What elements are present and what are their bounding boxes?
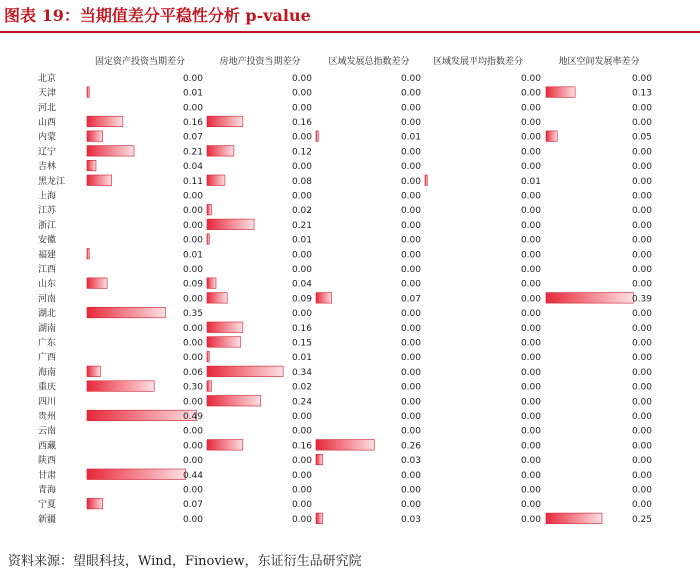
data-label: 0.00 xyxy=(520,323,541,334)
data-label: 0.24 xyxy=(291,397,312,408)
category-label: 湖南 xyxy=(38,323,57,334)
bar xyxy=(87,498,103,509)
data-label: 0.00 xyxy=(291,426,312,437)
data-label: 0.00 xyxy=(400,500,421,511)
data-label: 0.00 xyxy=(291,88,312,99)
data-label: 0.00 xyxy=(631,235,652,246)
category-label: 浙江 xyxy=(38,220,57,231)
category-label: 上海 xyxy=(38,191,57,202)
bar xyxy=(87,307,165,318)
bar xyxy=(207,234,209,245)
bar xyxy=(207,175,225,186)
data-label: 0.00 xyxy=(291,191,312,202)
data-label: 0.03 xyxy=(400,514,421,525)
data-label: 0.00 xyxy=(291,162,312,173)
data-label: 0.00 xyxy=(631,411,652,422)
category-label: 福建 xyxy=(38,250,57,261)
data-label: 0.16 xyxy=(291,441,312,452)
series-header: 区域发展平均指数差分 xyxy=(432,57,524,67)
data-label: 0.00 xyxy=(400,162,421,173)
data-label: 0.00 xyxy=(520,309,541,320)
data-label: 0.07 xyxy=(400,294,421,305)
data-label: 0.00 xyxy=(400,206,421,217)
category-label: 新疆 xyxy=(38,514,57,525)
category-label: 内蒙 xyxy=(38,132,57,143)
data-label: 0.00 xyxy=(631,500,652,511)
data-label: 0.21 xyxy=(291,220,312,231)
data-label: 0.00 xyxy=(400,235,421,246)
bar xyxy=(207,351,209,362)
data-label: 0.00 xyxy=(520,294,541,305)
bar xyxy=(87,175,112,186)
data-label: 0.00 xyxy=(182,323,203,334)
data-label: 0.00 xyxy=(631,176,652,187)
bar xyxy=(87,146,134,157)
data-label: 0.00 xyxy=(631,353,652,364)
data-label: 0.00 xyxy=(631,309,652,320)
data-label: 0.00 xyxy=(520,147,541,158)
bar xyxy=(87,249,89,260)
data-label: 0.00 xyxy=(400,485,421,496)
data-label: 0.00 xyxy=(291,103,312,114)
category-label: 河北 xyxy=(38,103,57,114)
data-label: 0.08 xyxy=(291,176,312,187)
data-label: 0.03 xyxy=(400,456,421,467)
data-label: 0.04 xyxy=(182,162,203,173)
data-label: 0.00 xyxy=(520,485,541,496)
bar-chart xyxy=(0,40,700,530)
category-label: 宁夏 xyxy=(38,500,57,511)
category-label: 重庆 xyxy=(38,382,57,393)
data-label: 0.00 xyxy=(631,147,652,158)
category-label: 河南 xyxy=(38,294,57,305)
data-label: 0.00 xyxy=(400,176,421,187)
data-label: 0.00 xyxy=(400,264,421,275)
category-label: 江西 xyxy=(38,264,57,275)
series-header: 固定资产投资当期差分 xyxy=(94,57,186,67)
data-label: 0.00 xyxy=(520,206,541,217)
data-label: 0.00 xyxy=(291,309,312,320)
data-label: 0.00 xyxy=(631,250,652,261)
data-label: 0.00 xyxy=(182,397,203,408)
data-label: 0.00 xyxy=(400,367,421,378)
data-label: 0.49 xyxy=(182,411,203,422)
data-label: 0.00 xyxy=(631,426,652,437)
category-label: 陕西 xyxy=(38,456,57,467)
category-label: 山西 xyxy=(38,117,57,128)
data-label: 0.00 xyxy=(182,456,203,467)
data-label: 0.00 xyxy=(182,294,203,305)
data-label: 0.05 xyxy=(631,132,652,143)
data-label: 0.00 xyxy=(520,500,541,511)
data-label: 0.00 xyxy=(182,73,203,84)
data-label: 0.07 xyxy=(182,500,203,511)
data-label: 0.00 xyxy=(520,132,541,143)
data-label: 0.11 xyxy=(182,176,203,187)
data-label: 0.09 xyxy=(291,294,312,305)
data-label: 0.02 xyxy=(291,382,312,393)
data-label: 0.00 xyxy=(182,191,203,202)
data-label: 0.00 xyxy=(520,470,541,481)
data-label: 0.00 xyxy=(400,220,421,231)
bar xyxy=(207,278,216,289)
category-label: 甘肃 xyxy=(38,470,57,481)
bar xyxy=(87,278,107,289)
data-label: 0.00 xyxy=(520,191,541,202)
category-label: 江苏 xyxy=(38,206,57,217)
bar xyxy=(207,219,254,230)
bar xyxy=(207,146,234,157)
data-label: 0.39 xyxy=(631,294,652,305)
data-label: 0.00 xyxy=(182,338,203,349)
category-label: 西藏 xyxy=(38,441,57,452)
bar xyxy=(316,293,332,304)
bar xyxy=(87,366,100,377)
data-label: 0.00 xyxy=(182,485,203,496)
data-label: 0.00 xyxy=(400,147,421,158)
category-label: 广西 xyxy=(38,353,57,364)
bar xyxy=(316,131,318,142)
data-label: 0.00 xyxy=(520,353,541,364)
category-label: 云南 xyxy=(38,426,57,437)
bar xyxy=(87,131,103,142)
data-label: 0.00 xyxy=(631,382,652,393)
category-label: 安徽 xyxy=(38,235,57,246)
bar xyxy=(546,87,575,98)
data-label: 0.00 xyxy=(400,353,421,364)
data-label: 0.16 xyxy=(291,323,312,334)
data-label: 0.00 xyxy=(520,250,541,261)
data-label: 0.44 xyxy=(182,470,203,481)
data-label: 0.00 xyxy=(400,250,421,261)
data-label: 0.00 xyxy=(520,411,541,422)
bar xyxy=(87,381,154,392)
data-label: 0.00 xyxy=(520,73,541,84)
data-label: 0.00 xyxy=(520,264,541,275)
data-label: 0.00 xyxy=(291,411,312,422)
data-label: 0.00 xyxy=(631,397,652,408)
data-label: 0.00 xyxy=(291,514,312,525)
data-label: 0.00 xyxy=(182,353,203,364)
data-label: 0.01 xyxy=(291,353,312,364)
data-label: 0.06 xyxy=(182,367,203,378)
data-label: 0.35 xyxy=(182,309,203,320)
bar xyxy=(207,116,243,127)
data-label: 0.00 xyxy=(291,500,312,511)
data-label: 0.09 xyxy=(182,279,203,290)
data-label: 0.00 xyxy=(182,235,203,246)
bar xyxy=(87,116,123,127)
data-label: 0.00 xyxy=(631,206,652,217)
data-label: 0.00 xyxy=(631,338,652,349)
data-label: 0.00 xyxy=(631,103,652,114)
data-label: 0.00 xyxy=(400,103,421,114)
data-label: 0.00 xyxy=(631,264,652,275)
data-label: 0.00 xyxy=(400,382,421,393)
category-label: 天津 xyxy=(38,88,57,99)
bar xyxy=(207,396,261,407)
data-label: 0.00 xyxy=(400,323,421,334)
category-label: 青海 xyxy=(38,485,57,496)
data-label: 0.00 xyxy=(520,220,541,231)
data-label: 0.01 xyxy=(182,250,203,261)
data-label: 0.00 xyxy=(520,235,541,246)
bar xyxy=(207,293,227,304)
data-label: 0.00 xyxy=(291,264,312,275)
data-label: 0.00 xyxy=(400,397,421,408)
data-label: 0.00 xyxy=(400,338,421,349)
category-label: 辽宁 xyxy=(38,147,57,158)
bar xyxy=(425,175,427,186)
bar xyxy=(87,410,197,421)
category-label: 吉林 xyxy=(38,162,57,173)
data-label: 0.21 xyxy=(182,147,203,158)
data-label: 0.00 xyxy=(631,456,652,467)
data-label: 0.15 xyxy=(291,338,312,349)
data-label: 0.00 xyxy=(182,103,203,114)
data-label: 0.00 xyxy=(520,162,541,173)
bar xyxy=(316,440,374,451)
data-label: 0.00 xyxy=(291,132,312,143)
bar xyxy=(316,513,323,524)
data-label: 0.00 xyxy=(631,441,652,452)
data-label: 0.26 xyxy=(400,441,421,452)
category-label: 广东 xyxy=(38,338,57,349)
data-label: 0.30 xyxy=(182,382,203,393)
data-label: 0.00 xyxy=(400,426,421,437)
data-label: 0.00 xyxy=(631,73,652,84)
data-label: 0.00 xyxy=(631,117,652,128)
category-label: 贵州 xyxy=(38,411,57,422)
bar xyxy=(546,293,633,304)
bar xyxy=(207,381,211,392)
data-label: 0.00 xyxy=(291,485,312,496)
data-label: 0.01 xyxy=(182,88,203,99)
data-label: 0.00 xyxy=(400,88,421,99)
data-label: 0.00 xyxy=(182,264,203,275)
source-note: 资料来源：望眼科技，Wind，Finoview，东证衍生品研究院 xyxy=(8,554,362,569)
data-label: 0.01 xyxy=(400,132,421,143)
data-label: 0.16 xyxy=(182,117,203,128)
data-label: 0.00 xyxy=(400,279,421,290)
data-label: 0.00 xyxy=(631,191,652,202)
bar xyxy=(546,131,557,142)
data-label: 0.00 xyxy=(400,470,421,481)
data-label: 0.00 xyxy=(291,250,312,261)
data-label: 0.00 xyxy=(520,456,541,467)
data-label: 0.16 xyxy=(291,117,312,128)
data-label: 0.00 xyxy=(400,411,421,422)
data-label: 0.07 xyxy=(182,132,203,143)
bar xyxy=(207,366,283,377)
data-label: 0.00 xyxy=(520,103,541,114)
data-label: 0.00 xyxy=(400,73,421,84)
data-label: 0.00 xyxy=(520,88,541,99)
category-label: 山东 xyxy=(38,279,57,290)
data-label: 0.00 xyxy=(520,338,541,349)
data-label: 0.25 xyxy=(631,514,652,525)
data-label: 0.00 xyxy=(400,309,421,320)
data-label: 0.00 xyxy=(520,397,541,408)
data-label: 0.00 xyxy=(631,470,652,481)
data-label: 0.00 xyxy=(520,441,541,452)
data-label: 0.00 xyxy=(520,367,541,378)
bar xyxy=(87,469,186,480)
data-label: 0.00 xyxy=(631,162,652,173)
data-label: 0.00 xyxy=(520,426,541,437)
data-label: 0.00 xyxy=(631,367,652,378)
data-label: 0.00 xyxy=(631,323,652,334)
category-label: 黑龙江 xyxy=(38,176,66,187)
data-label: 0.01 xyxy=(291,235,312,246)
data-label: 0.13 xyxy=(631,88,652,99)
category-label: 四川 xyxy=(38,397,57,408)
data-label: 0.12 xyxy=(291,147,312,158)
bar xyxy=(87,87,89,98)
data-label: 0.00 xyxy=(291,456,312,467)
data-label: 0.00 xyxy=(182,206,203,217)
data-label: 0.00 xyxy=(520,117,541,128)
data-label: 0.04 xyxy=(291,279,312,290)
data-label: 0.00 xyxy=(182,514,203,525)
data-label: 0.00 xyxy=(631,220,652,231)
bar xyxy=(546,513,602,524)
data-label: 0.01 xyxy=(520,176,541,187)
data-label: 0.00 xyxy=(631,485,652,496)
data-label: 0.00 xyxy=(400,191,421,202)
series-header: 地区空间发展率差分 xyxy=(558,57,640,67)
data-label: 0.00 xyxy=(400,117,421,128)
data-label: 0.00 xyxy=(182,426,203,437)
title-underline xyxy=(0,31,700,33)
chart-title: 图表 19：当期值差分平稳性分析 p-value xyxy=(4,6,311,25)
data-label: 0.02 xyxy=(291,206,312,217)
series-header: 区域发展总指数差分 xyxy=(328,57,410,67)
series-header: 房地产投资当期差分 xyxy=(219,57,301,67)
data-label: 0.00 xyxy=(520,382,541,393)
category-label: 湖北 xyxy=(38,309,57,320)
category-label: 海南 xyxy=(38,367,57,378)
category-label: 北京 xyxy=(38,73,57,84)
data-label: 0.00 xyxy=(631,279,652,290)
data-label: 0.00 xyxy=(182,441,203,452)
bar xyxy=(207,204,211,215)
bar xyxy=(87,160,96,171)
data-label: 0.00 xyxy=(520,279,541,290)
data-label: 0.00 xyxy=(182,220,203,231)
data-label: 0.00 xyxy=(291,73,312,84)
bar xyxy=(207,337,241,348)
bar xyxy=(316,454,323,465)
data-label: 0.00 xyxy=(520,514,541,525)
bar xyxy=(207,322,243,333)
bar xyxy=(207,440,243,451)
data-label: 0.00 xyxy=(291,470,312,481)
data-label: 0.34 xyxy=(291,367,312,378)
